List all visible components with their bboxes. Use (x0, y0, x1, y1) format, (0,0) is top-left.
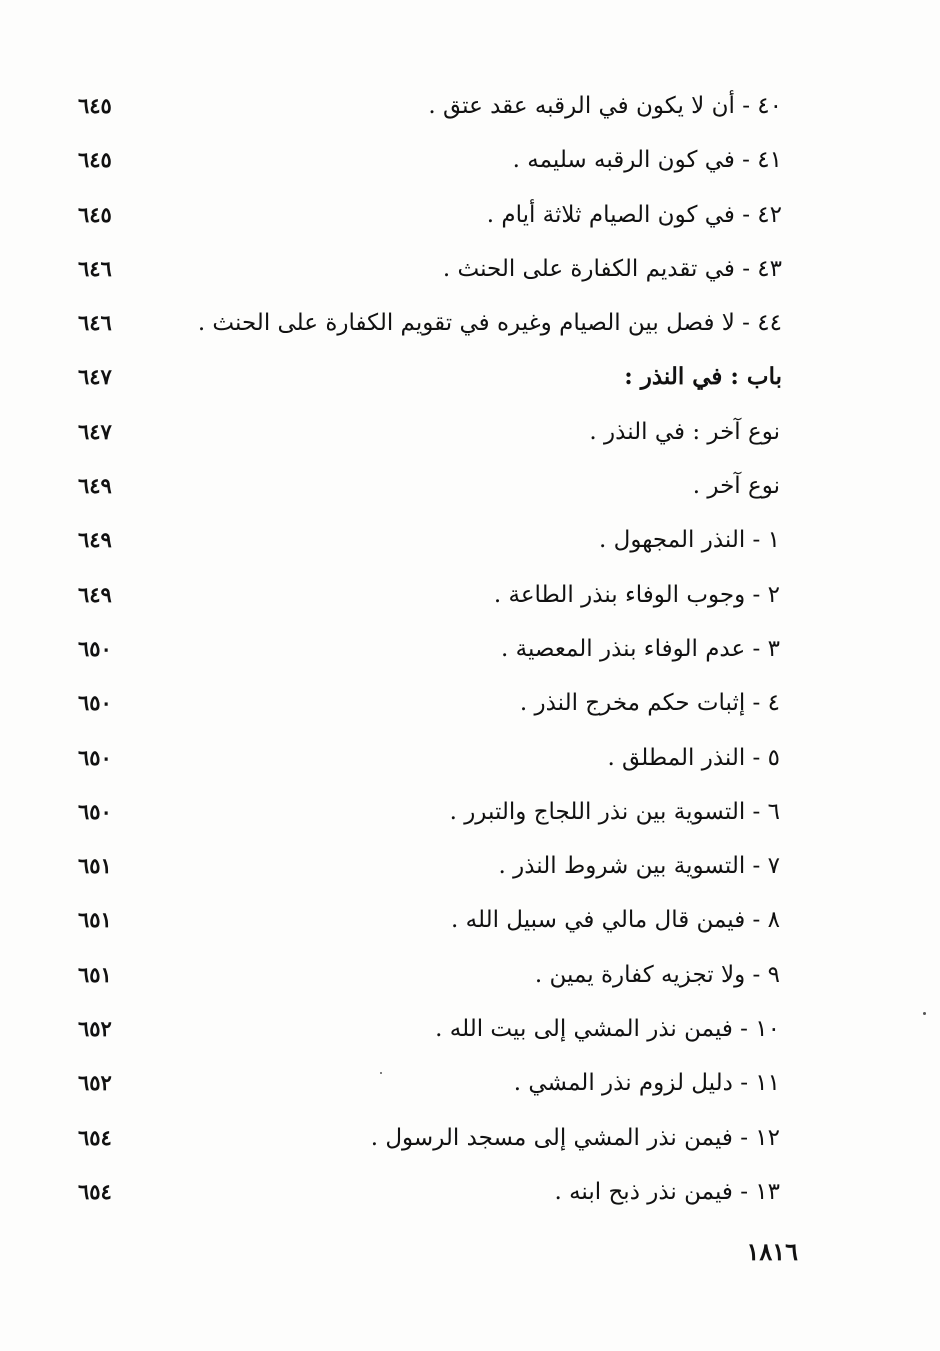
toc-entry-page: ٦٤٦ (78, 310, 112, 336)
toc-entry-page: ٦٤٥ (78, 147, 112, 173)
toc-entry-title: نوع آخر : في النذر . (589, 418, 780, 445)
toc-entry-title: ٤٠ - أن لا يكون في الرقبه عقد عتق . (428, 93, 782, 119)
toc-entry (0, 136, 940, 190)
toc-entry-title: ٤١ - في كون الرقبه سليمه . (512, 147, 782, 174)
toc-entry-title: ١٢ - فيمن نذر المشي إلى مسجد الرسول . (370, 1124, 780, 1151)
toc-entry (0, 951, 940, 1005)
toc-entry (0, 516, 940, 570)
toc-entry-page: ٦٤٦ (78, 255, 112, 281)
toc-entry-title: ١ - النذر المجهول . (599, 527, 780, 554)
toc-entry (0, 245, 940, 299)
toc-entry-title: ٨ - فيمن قال مالي في سبيل الله . (451, 907, 780, 934)
toc-entry (0, 679, 940, 733)
toc-entry-page: ٦٥٢ (78, 1016, 112, 1042)
toc-entry-page: ٦٥١ (78, 961, 112, 987)
toc-entry-page: ٦٥٤ (78, 1178, 112, 1204)
toc-entry-title: ٩ - ولا تجزيه كفارة يمين . (534, 961, 780, 988)
toc-entry (0, 191, 940, 245)
toc-entry (0, 408, 940, 462)
toc-entry-page: ٦٥٠ (78, 690, 112, 716)
toc-heading-title: باب : في النذر : (624, 363, 782, 391)
toc-entry-title: ٣ - عدم الوفاء بنذر المعصية . (501, 635, 780, 662)
toc-entry-page: ٦٤٧ (78, 418, 112, 444)
toc-entry-title: نوع آخر . (692, 473, 780, 500)
toc-entry-page: ٦٥٢ (78, 1070, 112, 1096)
toc-entry-page: ٦٤٩ (78, 473, 112, 499)
toc-entry-page: ٦٤٩ (78, 527, 112, 553)
toc-entry-title: ٤ - إثبات حكم مخرج النذر . (519, 690, 780, 717)
toc-entry-page: ٦٥٤ (78, 1124, 112, 1150)
toc-entry-page: ٦٥٠ (78, 744, 112, 770)
toc-entry (0, 734, 940, 788)
scan-speck (923, 1012, 926, 1015)
toc-entry-title: ١٠ - فيمن نذر المشي إلى بيت الله . (435, 1016, 780, 1043)
toc-entry-page: ٦٤٧ (78, 364, 112, 390)
toc-entry (0, 1114, 940, 1168)
toc-entry-page: ٦٥٠ (78, 798, 112, 824)
toc-entry-page: ٦٥١ (78, 853, 112, 879)
toc-entry (0, 1168, 940, 1222)
toc-section-heading (0, 353, 940, 407)
toc-entry-page: ٦٤٥ (78, 201, 112, 227)
toc-entry-page: ٦٥١ (78, 907, 112, 933)
toc-entry (0, 299, 940, 353)
toc-entry-title: ١٣ - فيمن نذر ذبح ابنه . (554, 1178, 780, 1205)
toc-entry-title: ٥ - النذر المطلق . (607, 744, 780, 771)
toc-entry-page: ٦٤٥ (78, 93, 112, 118)
toc-entry-page: ٦٤٩ (78, 581, 112, 607)
toc-entry (0, 571, 940, 625)
toc-entry (0, 625, 940, 679)
toc-entry-title: ٦ - التسوية بين نذر اللجاج والتبرر . (449, 798, 780, 825)
toc-entry-title: ٤٤ - لا فصل بين الصيام وغيره في تقويم الكفارة على الحنث . (197, 310, 782, 337)
toc-entry (0, 788, 940, 842)
toc-entry (0, 1059, 940, 1113)
page-number: ١٨١٦ (746, 1237, 798, 1266)
toc-entry (0, 462, 940, 516)
toc-entry (0, 896, 940, 950)
toc-entry-title: ١١ - دليل لزوم نذر المشي . (513, 1070, 780, 1097)
toc-entry-title: ٤٣ - في تقديم الكفارة على الحنث . (442, 255, 782, 282)
toc-entry-title: ٤٢ - في كون الصيام ثلاثة أيام . (486, 201, 782, 228)
toc-entry-page: ٦٥٠ (78, 635, 112, 661)
table-of-contents (0, 82, 940, 1222)
toc-entry-title: ٧ - التسوية بين شروط النذر . (498, 853, 780, 880)
scan-speck (380, 1072, 382, 1074)
toc-entry-title: ٢ - وجوب الوفاء بنذر الطاعة . (493, 581, 780, 608)
toc-entry (0, 1005, 940, 1059)
toc-entry (0, 842, 940, 896)
toc-entry (0, 82, 940, 136)
